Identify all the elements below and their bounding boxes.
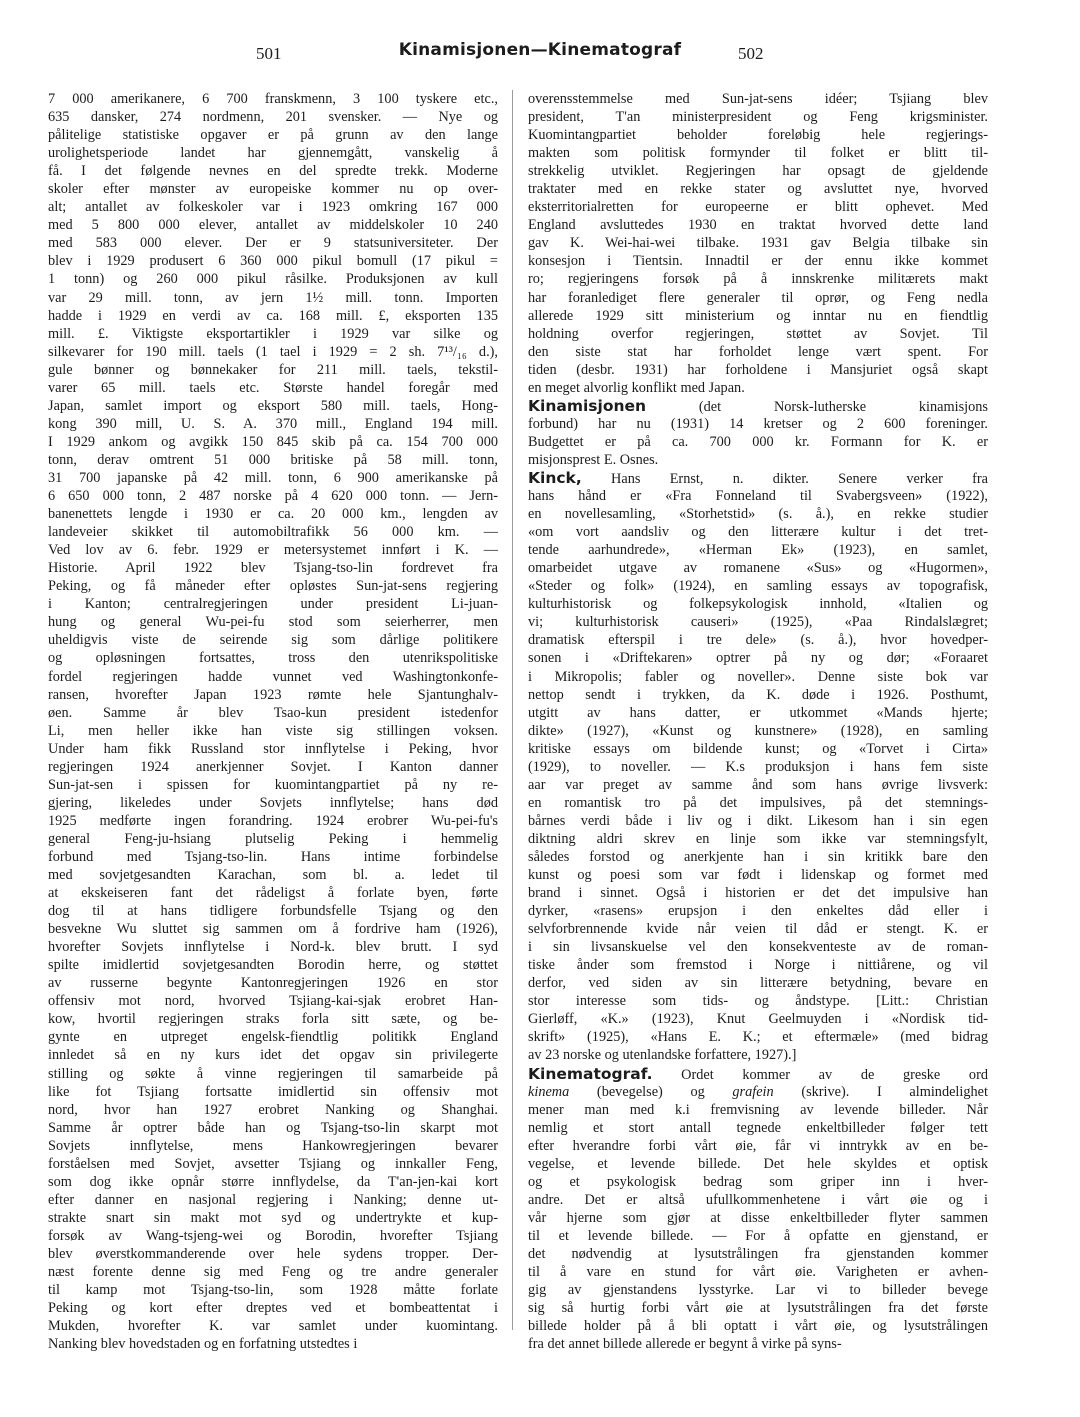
text-line: diktning aldri skrev en linje som ikke var stemningsfylt, [528, 830, 988, 847]
text-line: (1929), to noveller. — K.s produksjon i hans fem siste [528, 758, 988, 775]
text-line: Mukden, hvorefter K. var samlet under kuomintang. [48, 1318, 498, 1335]
text-line: med sovjetgesandten Karachan, som bl. a. ledet til [48, 867, 498, 884]
text-line: kritiske essays om bildende kunst; og «Torvet i Cirta» [528, 740, 988, 757]
text-line: tiske ånder som fremstod i Norge i nittiårene, og vil [528, 957, 988, 974]
greek-word-grafein: grafein [732, 1083, 774, 1100]
text-line: pålitelige statistiske opgaver er på grunn av den lange [48, 127, 498, 144]
text-line: gig av gjenstandens lysstyrke. Lar vi to billeder bevege [528, 1282, 988, 1299]
text-line: hans hånd er «Fra Fonneland til Svabergsveen» (1922), [528, 488, 988, 505]
text-line: Nanking blev hovedstaden og en forfatning utstedtes i [48, 1336, 358, 1353]
text-line: hvorefter Sovjets innflytelse i Nord-k. blev brutt. I syd [48, 939, 498, 956]
text-line: til å vare en stund for vårt øie. Varigheten er avhen- [528, 1264, 988, 1281]
text-line: regjeringen 1924 anerkjenner Sovjet. I Kanton danner [48, 758, 498, 775]
text-line: varer 65 mill. taels etc. Største handel foregår med [48, 379, 498, 396]
text-line: at ekskeiseren fant det rådeligst å forlate byen, førte [48, 885, 498, 902]
text-line: omarbeidet utgave av romanene «Sus» og «Hugormen», [528, 560, 988, 577]
text-line: 6 650 000 tonn, 2 487 norske på 4 620 000 tonn. — Jern- [48, 488, 498, 505]
text-line: derfor, ved siden av sin litterære betydning, bevare en [528, 975, 988, 992]
text-line: allerede 1929 sitt ministerium og inntar nu en fiendtlig [528, 307, 988, 324]
text-line: Japan, samlet import og eksport 580 mill. taels, Hong- [48, 397, 498, 414]
text-line: sig så hurtig forbi vårt øie at lysutstrålingen fra det første [528, 1300, 988, 1317]
text-line: og opløsningen fortsattes, tross den utenrikspolitiske [48, 650, 498, 667]
text-line: nord, hvor han 1927 erobret Nanking og Shanghai. [48, 1101, 498, 1118]
text-line: dog til at hans tidligere forbundsfelle Tsjang og den [48, 903, 498, 920]
text-line: Historie. April 1922 blev Tsjang-tso-lin fordrevet fra [48, 560, 498, 577]
text-line: strakte snart sin makt mot syd og undertrykte et kup- [48, 1209, 498, 1226]
left-column [48, 90, 498, 1353]
text-line: Ved lov av 6. febr. 1929 er metersystemet innført i K. — [48, 542, 498, 559]
text-line: misjonsprest E. Osnes. [528, 451, 659, 468]
text-line: andre. Det er altså ufullkommenhetene i vårt øie og i [528, 1191, 988, 1208]
text-line: stor interesse som tids- og åndstype. [Litt.: Christian [528, 993, 988, 1010]
text-line: innledet så en ny kurs idet det opgav sin privilegerte [48, 1047, 498, 1064]
history-continuation [528, 90, 988, 397]
text-line: mill. £. Viktigste eksportartikler i 1929 var silke og [48, 325, 498, 342]
text-line: ro; regjeringens forsøk på å innskrenke militærets makt [528, 271, 988, 288]
text-line: det nødvendig at lysutstrålingen fra gjenstanden kommer [528, 1246, 988, 1262]
column-divider [512, 90, 513, 1330]
page-header [0, 40, 1080, 70]
text-line: øen. Samme år blev Tsao-kun president istedenfor [48, 704, 498, 721]
text-line: like fot Tsjiang fortsatte imidlertid sin offensiv mot [48, 1083, 498, 1100]
text-line: besvekne Wu sluttet sig sammen om å fordrive ham (1926), [48, 921, 498, 938]
text-line: Gierløff, «K.» (1923), Knut Geelmuyden i «Nordisk tid- [528, 1011, 988, 1028]
text-line: som dog ikke opnår større innflydelse, da T'an-jen-kai kort [48, 1173, 498, 1190]
text-line: skoler efter mønster av europeiske kommer nu op over- [48, 181, 498, 198]
text-line: silkevarer for 190 mill. taels (1 tael i 1929 = 2 sh. 7¹³/₁₆ d.), [48, 343, 498, 360]
text-line: forbund) har nu (1931) 14 kretser og 2 600 foreninger. [528, 415, 988, 432]
text-line: en novellesamling, «Storhetstid» (s. å.), en rekke studier [528, 506, 988, 523]
text-line: til et levende billede. — For å opfatte en gjenstand, er [528, 1227, 988, 1244]
text-line: landeveier skikket til automobiltrafikk 56 000 km. — [48, 524, 498, 541]
text-line: gynte en utpreget engelsk-fiendtlig politikk England [48, 1029, 498, 1046]
text-line: «om vort aandsliv og den litterære kultur i det tret- [528, 524, 988, 541]
text-line: tiden (desbr. 1931) har forholdene i Mansjuriet også skapt [528, 361, 988, 378]
text-line: ransen, hvorefter Japan 1923 rømte hele Sjantunghalv- [48, 686, 498, 703]
text-line: 1925 medførte ingen forandring. 1924 erobrer Wu-pei-fu's [48, 812, 498, 829]
text-line: den siste stat har forholdet lenge vært spent. For [528, 343, 988, 360]
kinematograf-body [528, 1101, 988, 1354]
text-line: nemlig et stort antall tegnede enkeltbilleder følger tett [528, 1119, 988, 1136]
text-line: kulturhistorisk og folkepsykologisk innhold, «Italien og [528, 596, 988, 613]
text-line: Peking og kort efter dreptes ved et bombeattentat i [48, 1300, 498, 1317]
text-line: tonn, derav omtrent 51 000 britiske på 58 mill. tonn, [48, 451, 498, 468]
text-line: utgitt av hans datter, er utkommet «Mands hjerte; [528, 704, 988, 721]
headword-kinck: Kinck, [528, 468, 582, 487]
text-line: mener man med k.i fremvisning av levende billeder. Når [528, 1101, 988, 1118]
text-line: blev øverstkommanderende over hele sydens tropper. Der- [48, 1246, 498, 1262]
text-line: konsesjon i Tientsin. Innadtil er der ennu ikke kommet [528, 253, 988, 270]
text-line: har foranlediget flere generaler til oprør, og Feng nedla [528, 289, 988, 306]
text-line: aar var preget av samme ånd som hans øvrige livsverk: [528, 776, 988, 793]
text-line: Sun-jat-sen i spissen for kuomintangpartiet på ny re- [48, 776, 498, 793]
text-line: uheldigvis viste de seirende sig som dårlige politikere [48, 632, 498, 649]
text-line: vegelse, et levende billede. Det hele skyldes et optisk [528, 1155, 988, 1172]
text-line: general Feng-ju-hsiang plutselig Peking i hemmelig [48, 830, 498, 847]
text-line: Kuomintangpartiet beholder foreløbig hele regjerings- [528, 127, 988, 144]
text-line: sonen i «Driftekaren» optrer på ny og dør; «Foraaret [528, 650, 988, 667]
text-line: en romantisk tro på det impulsives, på det stemnings- [528, 794, 988, 811]
text-line: forståelsen med Sovjet, avsetter Tsjiang og innkaller Feng, [48, 1155, 498, 1172]
text-line: Under ham fikk Russland stor innflytelse i Peking, hvor [48, 740, 498, 757]
entry-kinematograf: Kinematograf. Ordet kommer av de greske ord kinema (bevegelse) og grafein (skrive). I almindelighet mener man med k.i fremvisning av levende billeder. Når nemlig et stort antall tegnede enkeltbilleder følger tett efter hverandre forbi vårt øie, får vi inntrykk av en be- vegelse, et levende billede. Det hele skyldes et optisk og et psykologisk bedrag som griper inn i hver- andre. Det er altså ufullkommenhetene i vårt øie og i vår hjerne som gjør at disse enkeltbilleder flyter sammen til et levende billede. — For å opfatte en gjenstand, er det nødvendig at lysutstrålingen fra gjenstanden kommer til å vare en stund for vårt øie. Varigheten er avhen- gig av gjenstandens lysstyrke. Lar vi to billeder bevege sig så hurtig forbi vårt øie at lysutstrålingen fra det første billede holder på å bli optatt i vårt øie, og lysutstrålingen fra det annet billede allerede er begynt å virke på syns- [528, 1064, 988, 1353]
text-line: en meget alvorlig konflikt med Japan. [528, 379, 745, 396]
text-line: strekkelig utviklet. Regjeringen har opsagt de gjeldende [528, 163, 988, 180]
text-line: 1 tonn) og 260 000 pikul råsilke. Produksjonen av kull [48, 271, 498, 288]
text-line: hung og general Wu-pei-fu stod som seierherrer, men [48, 614, 498, 631]
headword-kinematograf: Kinematograf. [528, 1064, 653, 1083]
text-line: nettop sendt i trykken, da K. døde i 1926. Posthumt, [528, 686, 988, 703]
text-line: kunst og poesi som var født i lidenskap og formet med [528, 867, 988, 884]
text-line: alt; antallet av folkeskoler var i 1923 omkring 167 000 [48, 199, 498, 216]
text-line: stilling og søkte å vinne regjeringen til samarbeide på [48, 1065, 498, 1082]
text-line: med 583 000 elever. Der er 9 statsuniversiteter. Der [48, 235, 498, 252]
text-line: banenettets lengde i 1930 er ca. 20 000 km., lengden av [48, 506, 498, 523]
text-line: Samme år optrer både han og Tsjang-tso-lin skarpt mot [48, 1119, 498, 1136]
text-line: dyrker, «rasens» erupsjon i den enkeltes dåd eller i [528, 903, 988, 920]
text-line: i sin livsanskuelse vel den konsekventeste av de roman- [528, 939, 988, 956]
text-line: president, T'an ministerpresident og Feng krigsminister. [528, 109, 988, 126]
text-line: spilte imidlertid sovjetgesandten Borodin herre, og støttet [48, 957, 498, 974]
text-line: efter danner en nasjonal regjering i Nanking; denne ut- [48, 1191, 498, 1208]
text-line: fra det annet billede allerede er begynt å virke på syns- [528, 1336, 842, 1353]
text-line: få. I det følgende nevnes en del spredte trekk. Moderne [48, 163, 498, 180]
text-line: bårnes verdi både i liv og i dikt. Likesom han i sin egen [528, 812, 988, 829]
text-line: eksterritorialretten for europeerne er blitt ophevet. Med [528, 199, 988, 216]
page-number-right: 502 [738, 44, 764, 63]
text-line: England avsluttedes 1930 en traktat hvorved dette land [528, 217, 988, 234]
text-line: I 1929 ankom og avgikk 150 845 skib på ca. 154 700 000 [48, 433, 498, 450]
text-line: gav K. Wei-hai-wei tilbake. 1931 gav Belgia tilbake sin [528, 235, 988, 252]
text-line: av russerne begynte Kantonregjeringen 1926 en stor [48, 975, 498, 992]
text-line: offensiv mot nord, hvorved Tsjiang-kai-sjak erobret Han- [48, 993, 498, 1010]
text-line: gjering, likeledes under Sovjets innflytelse; hans død [48, 794, 498, 811]
entry-kinamisjonen: Kinamisjonen (det Norsk-lutherske kinamisjons forbund) har nu (1931) 14 kretser og 2 600 foreninger. Budgettet er på ca. 700 000 kr. Formann for K. er misjonsprest E. Osnes. [528, 396, 988, 468]
text-line: 31 700 japanske på 42 mill. tonn, 6 900 amerikanske på [48, 469, 498, 486]
text-line: dikte» (1927), «Kunst og kunstnere» (1928), en samling [528, 722, 988, 739]
text-line: fordel regjeringen hadde vunnet ved Washingtonkonfe- [48, 668, 498, 685]
text-line: blev i 1929 produsert 6 360 000 pikul bomull (17 pikul = [48, 253, 498, 270]
text-line: i Kanton; centralregjeringen under president Li-juan- [48, 596, 498, 613]
text-line: overensstemmelse med Sun-jat-sens idéer; Tsjiang blev [528, 91, 988, 107]
text-line: hadde i 1929 en verdi av ca. 168 mill. £, eksporten 135 [48, 307, 498, 324]
text-line: skrift» (1925), «Hans E. K.; et eftermæle» (med bidrag [528, 1029, 988, 1046]
text-line: Peking, og få måneder efter opløstes Sun-jat-sens regjering [48, 578, 498, 595]
text-line: holdning overfor regjeringen, støttet av Sovjet. Til [528, 325, 988, 342]
text-line: vi; kulturhistorisk causeri» (1925), «Paa Rindalslægret; [528, 614, 988, 631]
text-line: forsøk av Wang-tsjeng-wei og Borodin, hvorefter Tsjiang [48, 1227, 498, 1244]
text-line: selvforbrennende kvide når veien til dåd er stengt. K. er [528, 921, 988, 938]
text-line: var 29 mill. tonn, av jern 1½ mill. tonn. Importen [48, 289, 498, 306]
text-line: dramatisk efterspil i tre dele» (s. å.), hvor hovedper- [528, 632, 988, 649]
text-line: vår hjerne som gjør at disse enkeltbilleder flyter sammen [528, 1209, 988, 1226]
text-line: makten som politisk formynder til folket er blitt til- [528, 145, 988, 162]
text-line: 7 000 amerikanere, 6 700 franskmenn, 3 100 tyskere etc., [48, 91, 498, 107]
text-line: 635 dansker, 274 nordmenn, 201 svensker. — Nye og [48, 109, 498, 126]
text-line: forbund med Tsjang-tso-lin. Hans intime forbindelse [48, 848, 498, 865]
greek-word-kinema: kinema [528, 1083, 570, 1100]
text-line: traktater med en rekke stater og avsluttet nye, hvorved [528, 181, 988, 198]
text-line: urolighetsperiode landet har gjennemgått, vanskelig å [48, 145, 498, 162]
text-line: gule bønner og bønnekaker for 211 mill. taels, tekstil- [48, 361, 498, 378]
page-number-left: 501 [256, 44, 282, 63]
text-line: i Mikropolis; fabler og noveller». Denne siste bok var [528, 668, 988, 685]
text-line: Sovjets innflytelse, mens Hankowregjeringen bevarer [48, 1137, 498, 1154]
text-line: kong 390 mill, U. S. A. 370 mill., England 194 mill. [48, 415, 498, 432]
kinck-body [528, 487, 988, 1065]
text-line: således forstod og anerkjente han i sin kritikk bare den [528, 848, 988, 865]
entry-kinck: Kinck, Hans Ernst, n. dikter. Senere verker fra hans hånd er «Fra Fonneland til Svabergsveen» (1922), en novellesamling, «Storhetstid» (s. å.), en rekke studier «om vort aandsliv og den litterære kultur i det tret- tende aarhundrede», «Herman Ek» (1923), en samlet, omarbeidet utgave av romanene «Sus» og «Hugormen», «Steder og folk» (1924), en samling essays av topografisk, kulturhistorisk og folkepsykologisk innhold, «Italien og vi; kulturhistorisk causeri» (1925), «Paa Rindalslægret; dramatisk efterspil i tre dele» (s. å.), hvor hovedper- sonen i «Driftekaren» optrer på ny og dør; «Foraaret i Mikropolis; fabler og noveller». Denne siste bok var nettop sendt i trykken, da K. døde i 1926. Posthumt, utgitt av hans datter, er utkommet «Mands hjerte; dikte» (1927), «Kunst og kunstnere» (1928), en samling kritiske essays om bildende kunst; og «Torvet i Cirta» (1929), to noveller. — K.s produksjon i hans fem siste aar var preget av samme ånd som hans øvrige livsverk: en romantisk tro på det impulsives, på det stemnings- bårnes verdi både i liv og i dikt. Likesom han i sin egen diktning aldri skrev en linje som ikke var stemningsfylt, således forstod og anerkjente han i sin kritikk bare den kunst og poesi som var født i lidenskap og formet med brand i sinnet. Også i historien er det det impulsive han dyrker, «rasens» erupsjon i den enkeltes dåd eller i selvforbrennende kvide når veien til dåd er stengt. K. er i sin livsanskuelse vel den konsekventeste av de roman- tiske ånder som fremstod i Norge i nittiårene, og vil derfor, ved siden av sin litterære betydning, bevare en stor interesse som tids- og åndstype. [Litt.: Christian Gierløff, «K.» (1923), Knut Geelmuyden i «Nordisk tid- skrift» (1925), «Hans E. K.; et eftermæle» (med bidrag av 23 norske og utenlandske forfattere, 1927).] [528, 468, 988, 1064]
text-line: kow, hvortil regjeringen straks forla sitt sæte, og be- [48, 1011, 498, 1028]
text-line: Budgettet er på ca. 700 000 kr. Formann for K. er [528, 433, 988, 450]
text-line: billede holder på å bli optatt i vårt øie, og lysutstrålingen [528, 1318, 988, 1335]
text-line: brand i sinnet. Også i historien er det det impulsive han [528, 885, 988, 902]
text-line: «Steder og folk» (1924), en samling essays av topografisk, [528, 578, 988, 595]
running-title: Kinamisjonen—Kinematograf [398, 40, 682, 60]
text-line: Li, men heller ikke han viste sig stillingen voksen. [48, 722, 498, 739]
text-line: tende aarhundrede», «Herman Ek» (1923), en samlet, [528, 542, 988, 559]
text-line: til kamp mot Tsjang-tso-lin, som 1928 måtte forlate [48, 1282, 498, 1299]
headword-kinamisjonen: Kinamisjonen [528, 396, 647, 415]
text-line: efter hverandre forbi vårt øie, får vi inntrykk av en be- [528, 1137, 988, 1154]
text-line: og et psykologisk bedrag som griper inn i hver- [528, 1173, 988, 1190]
text-line: næst forente denne sig med Feng og tre andre generaler [48, 1264, 498, 1281]
right-column [528, 90, 988, 1353]
text-line: med 5 800 000 elever, antallet av middelskoler 10 240 [48, 217, 498, 234]
text-line: av 23 norske og utenlandske forfattere, 1927).] [528, 1047, 797, 1064]
